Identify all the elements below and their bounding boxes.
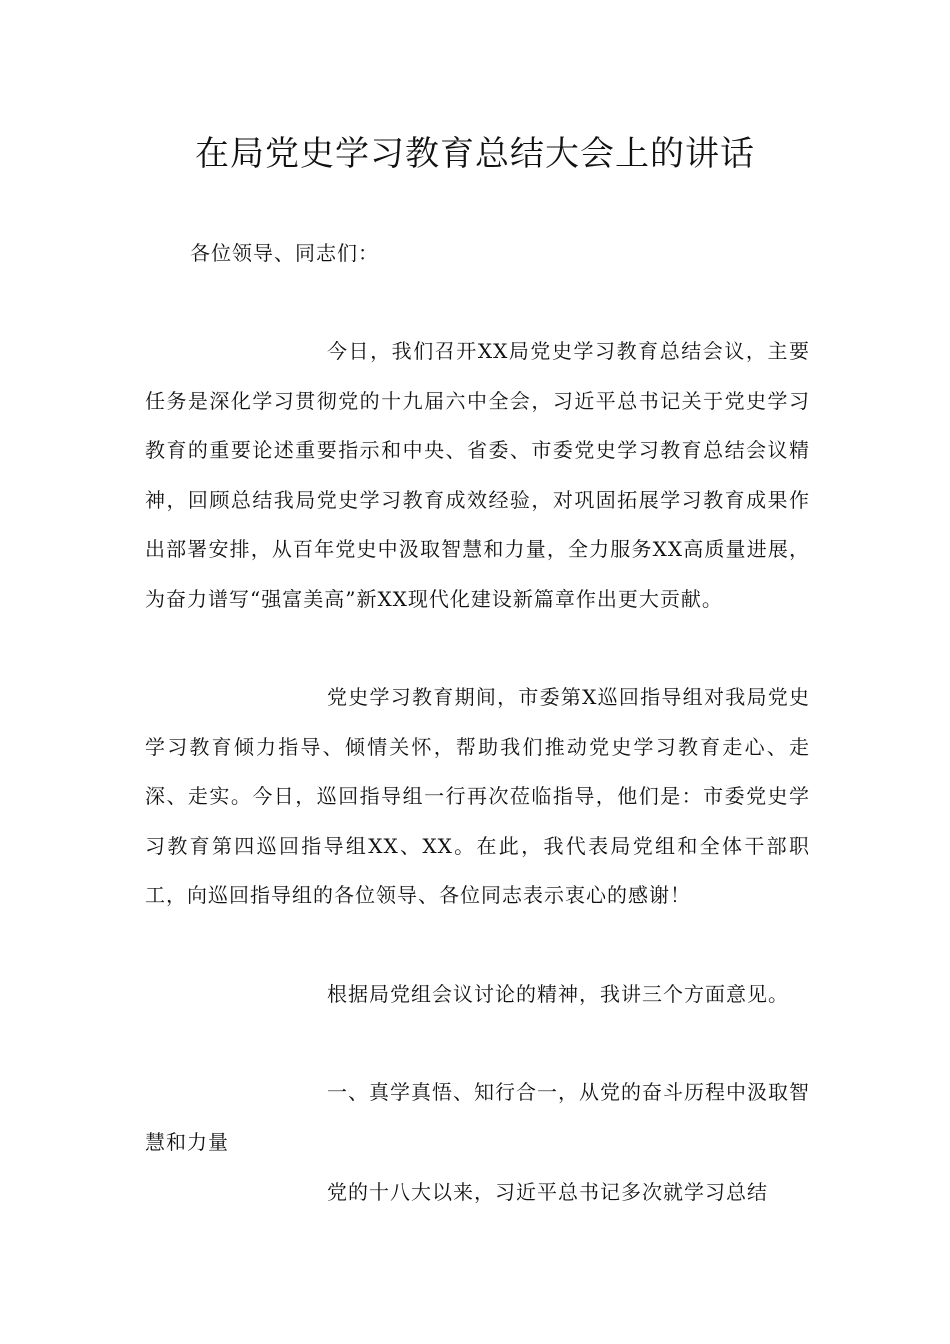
paragraph-opening: 今日，我们召开XX局党史学习教育总结会议，主要任务是深化学习贯彻党的十九届六中全会，习近平总书记关于党史学习教育的重要论述重要指示和中央、省委、市委党史学习教育总结会议精神，回顾总结我局党史学习教育成效经验，对巩固拓展学习教育成果作出部署安排，从百年党史中汲取智慧和力量，全力服务XX高质量进展，为奋力谱写“强富美高”新XX现代化建设新篇章作出更大贡献。 xyxy=(145,339,810,611)
section-heading-one: 一、真学真悟、知行合一，从党的奋斗历程中汲取智慧和力量 xyxy=(145,1080,810,1154)
document-title: 在局党史学习教育总结大会上的讲话 xyxy=(195,134,755,174)
paragraph-thanks: 党史学习教育期间，市委第X巡回指导组对我局党史学习教育倾力指导、倾情关怀，帮助我们推动党史学习教育走心、走深、走实。今日，巡回指导组一行再次莅临指导，他们是：市委党史学习教育第四巡回指导组XX、XX。在此，我代表局党组和全体干部职工，向巡回指导组的各位领导、各位同志表示衷心的感谢！ xyxy=(145,685,810,907)
salutation: 各位领导、同志们： xyxy=(190,241,379,265)
paragraph-outline: 根据局党组会议讨论的精神，我讲三个方面意见。 xyxy=(327,982,789,1006)
paragraph-section-one-body: 党的十八大以来，习近平总书记多次就学习总结 xyxy=(327,1180,768,1204)
